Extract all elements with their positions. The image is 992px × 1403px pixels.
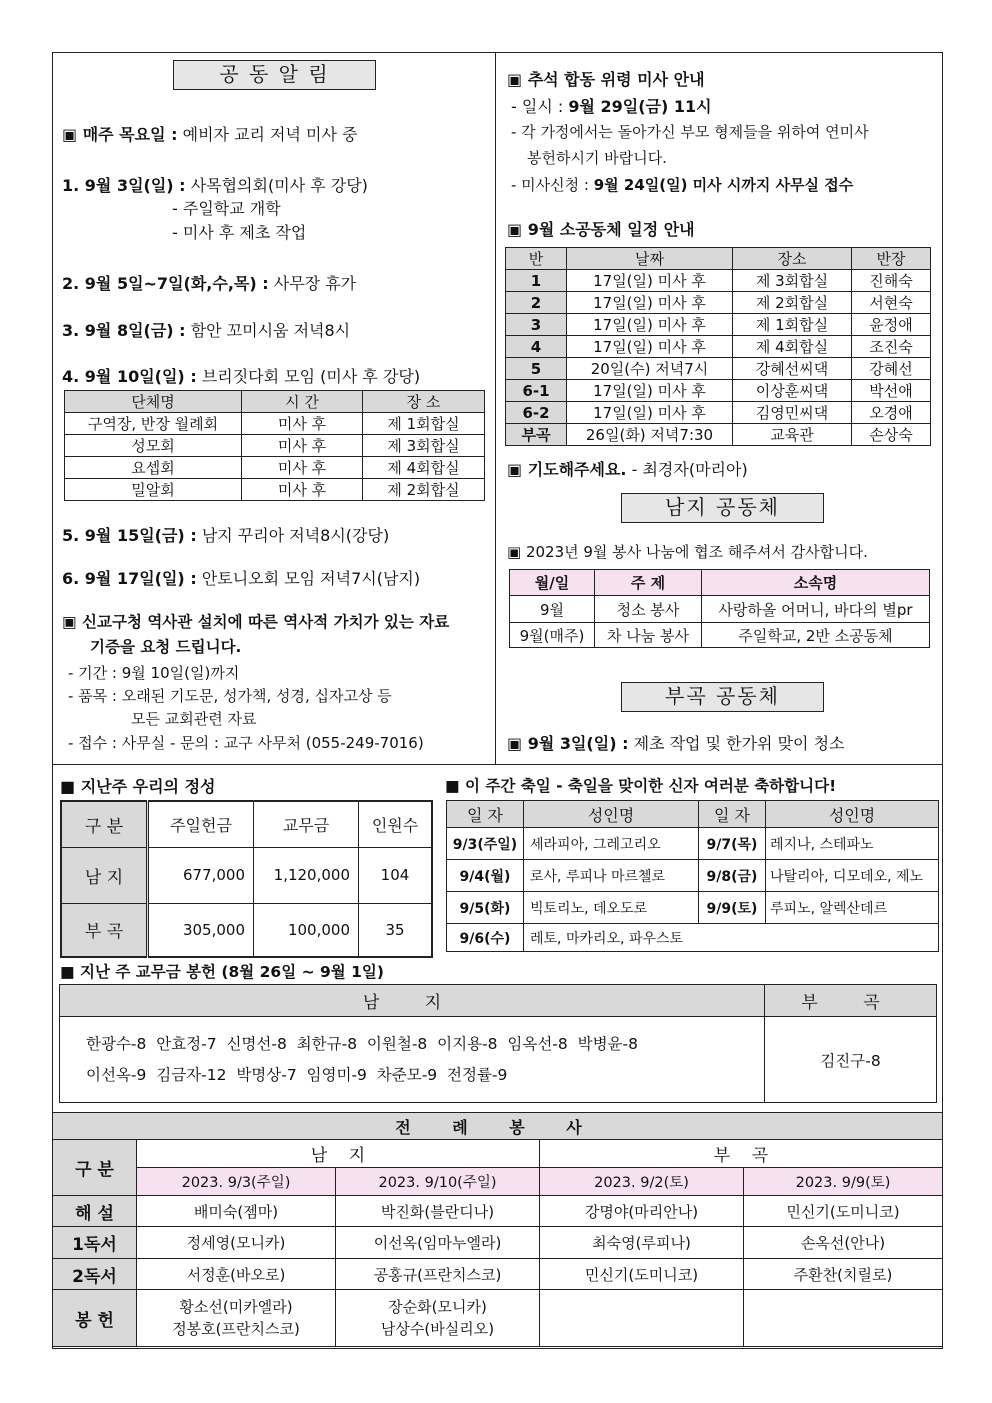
memorial-date: - 일시 : 9월 29일(금) 11시 [511,97,712,116]
col-header: 구 분 [61,801,148,847]
tithe-namji-line1: 한광수-8 안효정-7 신명선-8 최한규-8 이원철-8 이지용-8 임옥선-8 박병윤-8 [86,1034,638,1053]
notice-5: 5. 9월 15일(금) : 남지 꾸리아 저녁8시(강당) [62,526,390,545]
date-header: 2023. 9/9(토) [744,1168,943,1196]
table-row: 봉 헌 황소선(미카엘라) 정봉호(프란치스코) 장순화(모니카) 남상수(바실리오) [53,1290,943,1347]
date-header: 2023. 9/3(주일) [137,1168,336,1196]
table-row: 2 17일(일) 미사 후 제 2회합실 서현숙 [506,292,931,314]
col-header: 단체명 [65,391,242,413]
top-section-divider [52,764,943,765]
donation-line2: 기증을 요청 드립니다. [90,638,242,656]
col-header: 장 소 [363,391,485,413]
thursday-notice: ▣ 매주 목요일 : 예비자 교리 저녁 미사 중 [62,125,358,144]
bugok-title: 부곡 공동체 [621,682,824,712]
col-header: 교무금 [254,801,359,847]
liturgy-title: 전 례 봉 사 [53,1113,943,1140]
col-header: 주일헌금 [148,801,254,847]
notice-1-sub1: - 주일학교 개학 [172,199,281,218]
donation-items: - 품목 : 오래된 기도문, 성가책, 성경, 십자고상 등 [68,687,392,705]
groups-table [64,390,485,501]
table-row: 2독서 서정훈(바오로) 공홍규(프란치스코) 민신기(도미니코) 주환찬(치릴로) [53,1259,943,1290]
notices-title: 공 동 알 림 [173,60,376,90]
feast-title: ■ 이 주간 축일 - 축일을 맞이한 신자 여러분 축하합니다! [445,777,837,795]
liturgy-table [52,1112,943,1347]
table-row: 요셉회 미사 후 제 4회합실 [65,457,485,479]
col-header: 성인명 [766,801,939,828]
prayer-request: ▣ 기도해주세요. - 최경자(마리아) [507,460,748,479]
offering-table [60,800,433,958]
table-row: 구역장, 반장 월례회 미사 후 제 1회합실 [65,413,485,435]
table-row: 성모회 미사 후 제 3회합실 [65,435,485,457]
notice-4: 4. 9월 10일(일) : 브리짓다회 모임 (미사 후 강당) [62,367,421,386]
memorial-apply: - 미사신청 : 9월 24일(일) 미사 시까지 사무실 접수 [511,176,854,194]
notice-1: 1. 9월 3일(일) : 사목협의회(미사 후 강당) [62,176,368,195]
tithe-title: ■ 지난 주 교무금 봉헌 (8월 26일 ~ 9월 1일) [60,963,384,981]
memorial-title: ▣ 추석 합동 위령 미사 안내 [507,70,705,89]
table-row: 9/6(수) 레토, 마카리오, 파우스토 [447,924,939,952]
col-header: 주 제 [595,570,702,596]
table-row: 9월 청소 봉사 사랑하올 어머니, 바다의 별pr [510,596,930,623]
table-row [60,1017,937,1103]
table-row: 3 17일(일) 미사 후 제 1회합실 윤정애 [506,314,931,336]
liturgy-category: 구 분 [53,1140,137,1196]
col-header: 장소 [733,248,852,270]
namji-thanks: ▣ 2023년 9월 봉사 나눔에 협조 해주셔서 감사합니다. [507,543,868,561]
namji-service-table [509,569,930,648]
memorial-desc2: 봉헌하시기 바랍니다. [527,149,667,167]
table-row: 9/5(화) 빅토리노, 데오도로 9/9(토) 루피노, 알렉산데르 [447,892,939,924]
table-row: 남 지 677,000 1,120,000 104 [61,847,432,903]
memorial-desc1: - 각 가정에서는 돌아가신 부모 형제들을 위하여 연미사 [511,123,869,141]
table-row: 부 곡 305,000 100,000 35 [61,903,432,957]
table-row: 6-2 17일(일) 미사 후 김영민씨댁 오경애 [506,402,931,424]
col-header: 인원수 [359,801,433,847]
tithe-namji-line2: 이선옥-9 김금자-12 박명상-7 임영미-9 차준모-9 전정률-9 [86,1065,508,1084]
col-header: 부 곡 [765,985,937,1017]
namji-title: 남지 공동체 [621,493,824,523]
donation-contact: - 접수 : 사무실 - 문의 : 교구 사무처 (055-249-7016) [68,734,424,752]
col-header: 소속명 [702,570,930,596]
notice-3: 3. 9월 8일(금) : 함안 꼬미시움 저녁8시 [62,321,351,340]
table-row: 부곡 26일(화) 저녁7:30 교육관 손상숙 [506,424,931,446]
col-header: 반 [506,248,567,270]
notice-1-sub2: - 미사 후 제초 작업 [172,223,307,242]
tithe-bugok: 김진구-8 [765,1017,937,1103]
table-row: 4 17일(일) 미사 후 제 4회합실 조진숙 [506,336,931,358]
small-community-table [505,247,931,446]
bugok-notice: ▣ 9월 3일(일) : 제초 작업 및 한가위 맞이 청소 [507,734,845,753]
table-row: 9/4(월) 로사, 루피나 마르첼로 9/8(금) 나탈리아, 디모데오, 제노 [447,860,939,892]
table-row: 5 20일(수) 저녁7시 강혜선씨댁 강혜선 [506,358,931,380]
notice-6: 6. 9월 17일(일) : 안토니오회 모임 저녁7시(남지) [62,569,421,588]
tithe-table [59,984,937,1103]
notice-2: 2. 9월 5일~7일(화,수,목) : 사무장 휴가 [62,274,357,293]
donation-period: - 기간 : 9월 10일(일)까지 [68,664,240,682]
liturgy-bugok: 부 곡 [540,1140,943,1168]
table-row: 1독서 정세영(모니카) 이선옥(임마누엘라) 최숙영(루피나) 손옥선(안나) [53,1227,943,1259]
date-header: 2023. 9/2(토) [540,1168,744,1196]
date-header: 2023. 9/10(주일) [336,1168,540,1196]
liturgy-namji: 남 지 [137,1140,540,1168]
table-row: 9월(매주) 차 나눔 봉사 주일학교, 2반 소공동체 [510,623,930,648]
donation-line1: ▣ 신교구청 역사관 설치에 따른 역사적 가치가 있는 자료 [62,613,450,631]
column-divider [495,52,496,764]
table-row: 해 설 배미숙(젬마) 박진화(블란디나) 강명야(마리안나) 민신기(도미니코) [53,1196,943,1227]
table-row: 1 17일(일) 미사 후 제 3회합실 진해숙 [506,270,931,292]
table-row: 9/3(주일) 세라피아, 그레고리오 9/7(목) 레지나, 스테파노 [447,828,939,860]
col-header: 반장 [852,248,931,270]
donation-items-2: 모든 교회관련 자료 [131,710,257,728]
offering-title: ■ 지난주 우리의 정성 [60,777,216,796]
small-community-title: ▣ 9월 소공동체 일정 안내 [507,220,695,239]
col-header: 성인명 [524,801,699,828]
col-header: 일 자 [447,801,524,828]
col-header: 일 자 [699,801,766,828]
table-row: 밀알회 미사 후 제 2회합실 [65,479,485,501]
col-header: 시 간 [242,391,363,413]
table-row: 6-1 17일(일) 미사 후 이상훈씨댁 박선애 [506,380,931,402]
col-header: 날짜 [567,248,733,270]
feast-table [446,800,939,952]
col-header: 남 지 [60,985,765,1017]
col-header: 월/일 [510,570,595,596]
